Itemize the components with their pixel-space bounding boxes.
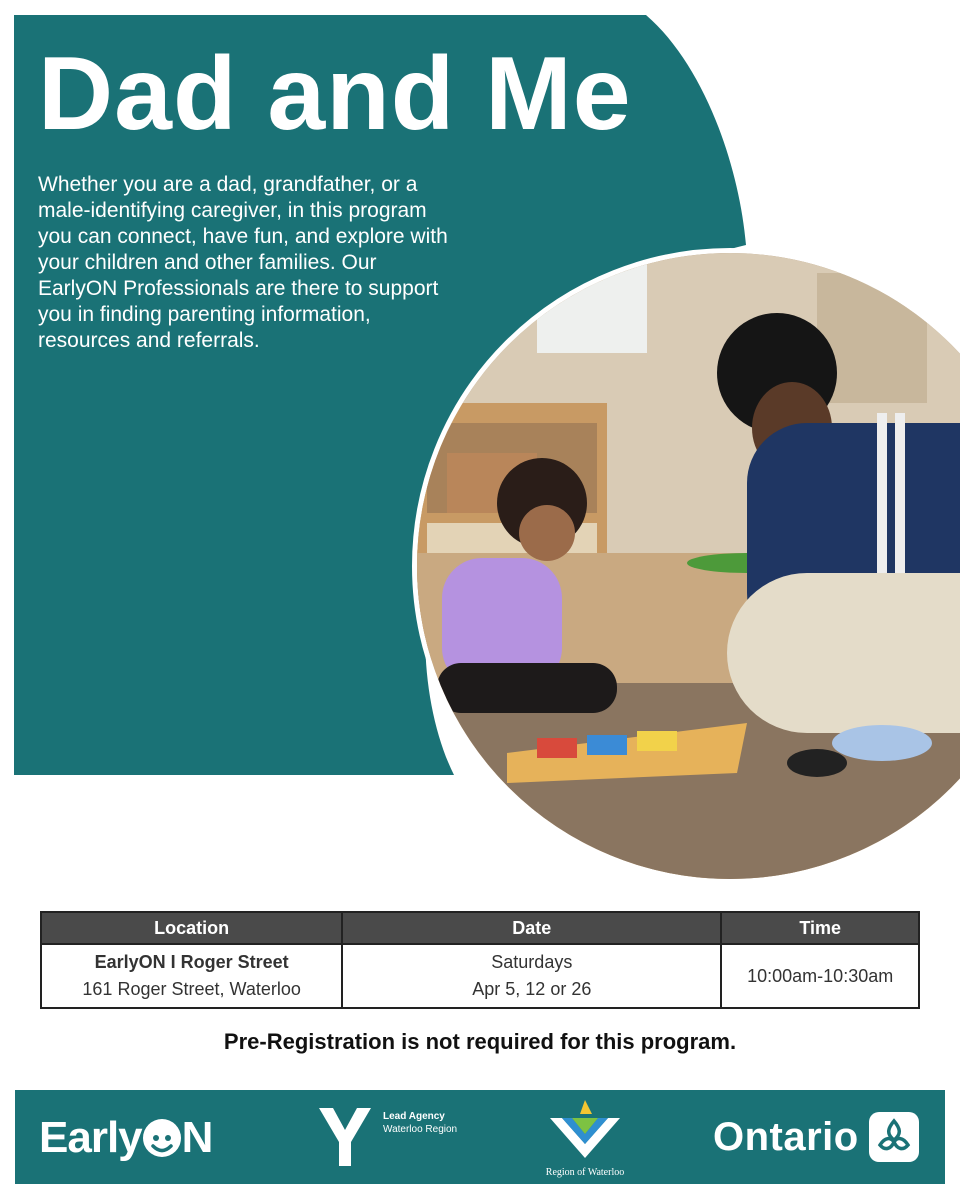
ymca-y-icon — [315, 1106, 375, 1168]
header-location: Location — [41, 912, 342, 944]
page-title: Dad and Me — [38, 36, 632, 152]
table-row — [41, 944, 919, 1008]
location-cell — [41, 944, 342, 1008]
date-days: Saturdays — [491, 952, 573, 972]
earlyon-logo — [39, 1110, 212, 1166]
region-of-waterloo-icon — [530, 1096, 640, 1164]
trillium-icon — [869, 1112, 919, 1162]
location-address: 161 Roger Street, Waterloo — [82, 979, 301, 999]
header-date: Date — [342, 912, 721, 944]
earlyon-logo-text-left: Early — [39, 1113, 142, 1162]
logo-footer — [15, 1090, 945, 1184]
intro-paragraph: Whether you are a dad, grandfather, or a male-identifying caregiver, in this program you can connect, have fun, and explore with your children and other families. Our EarlyON Professionals are there to support you in finding parenting information, resources and referrals. — [38, 173, 448, 352]
date-dates: Apr 5, 12 or 26 — [472, 979, 592, 999]
ymca-lead-agency: Lead Agency — [383, 1111, 445, 1122]
registration-notice: Pre-Registration is not required for this program. — [223, 1029, 737, 1054]
time-cell: 10:00am-10:30am — [721, 944, 919, 1008]
region-caption: Region of Waterloo — [545, 1167, 625, 1178]
header-time: Time — [721, 912, 919, 944]
ontario-logo — [713, 1108, 919, 1166]
location-name: EarlyON I Roger Street — [94, 952, 289, 972]
ymca-region: Waterloo Region — [383, 1124, 458, 1135]
date-cell — [342, 944, 721, 1008]
ymca-logo — [315, 1104, 475, 1170]
earlyon-logo-text-right: N — [181, 1113, 213, 1162]
smiley-icon — [143, 1119, 181, 1157]
ontario-wordmark: Ontario — [713, 1114, 859, 1159]
region-of-waterloo-logo — [530, 1096, 640, 1180]
schedule-table — [40, 911, 920, 1009]
